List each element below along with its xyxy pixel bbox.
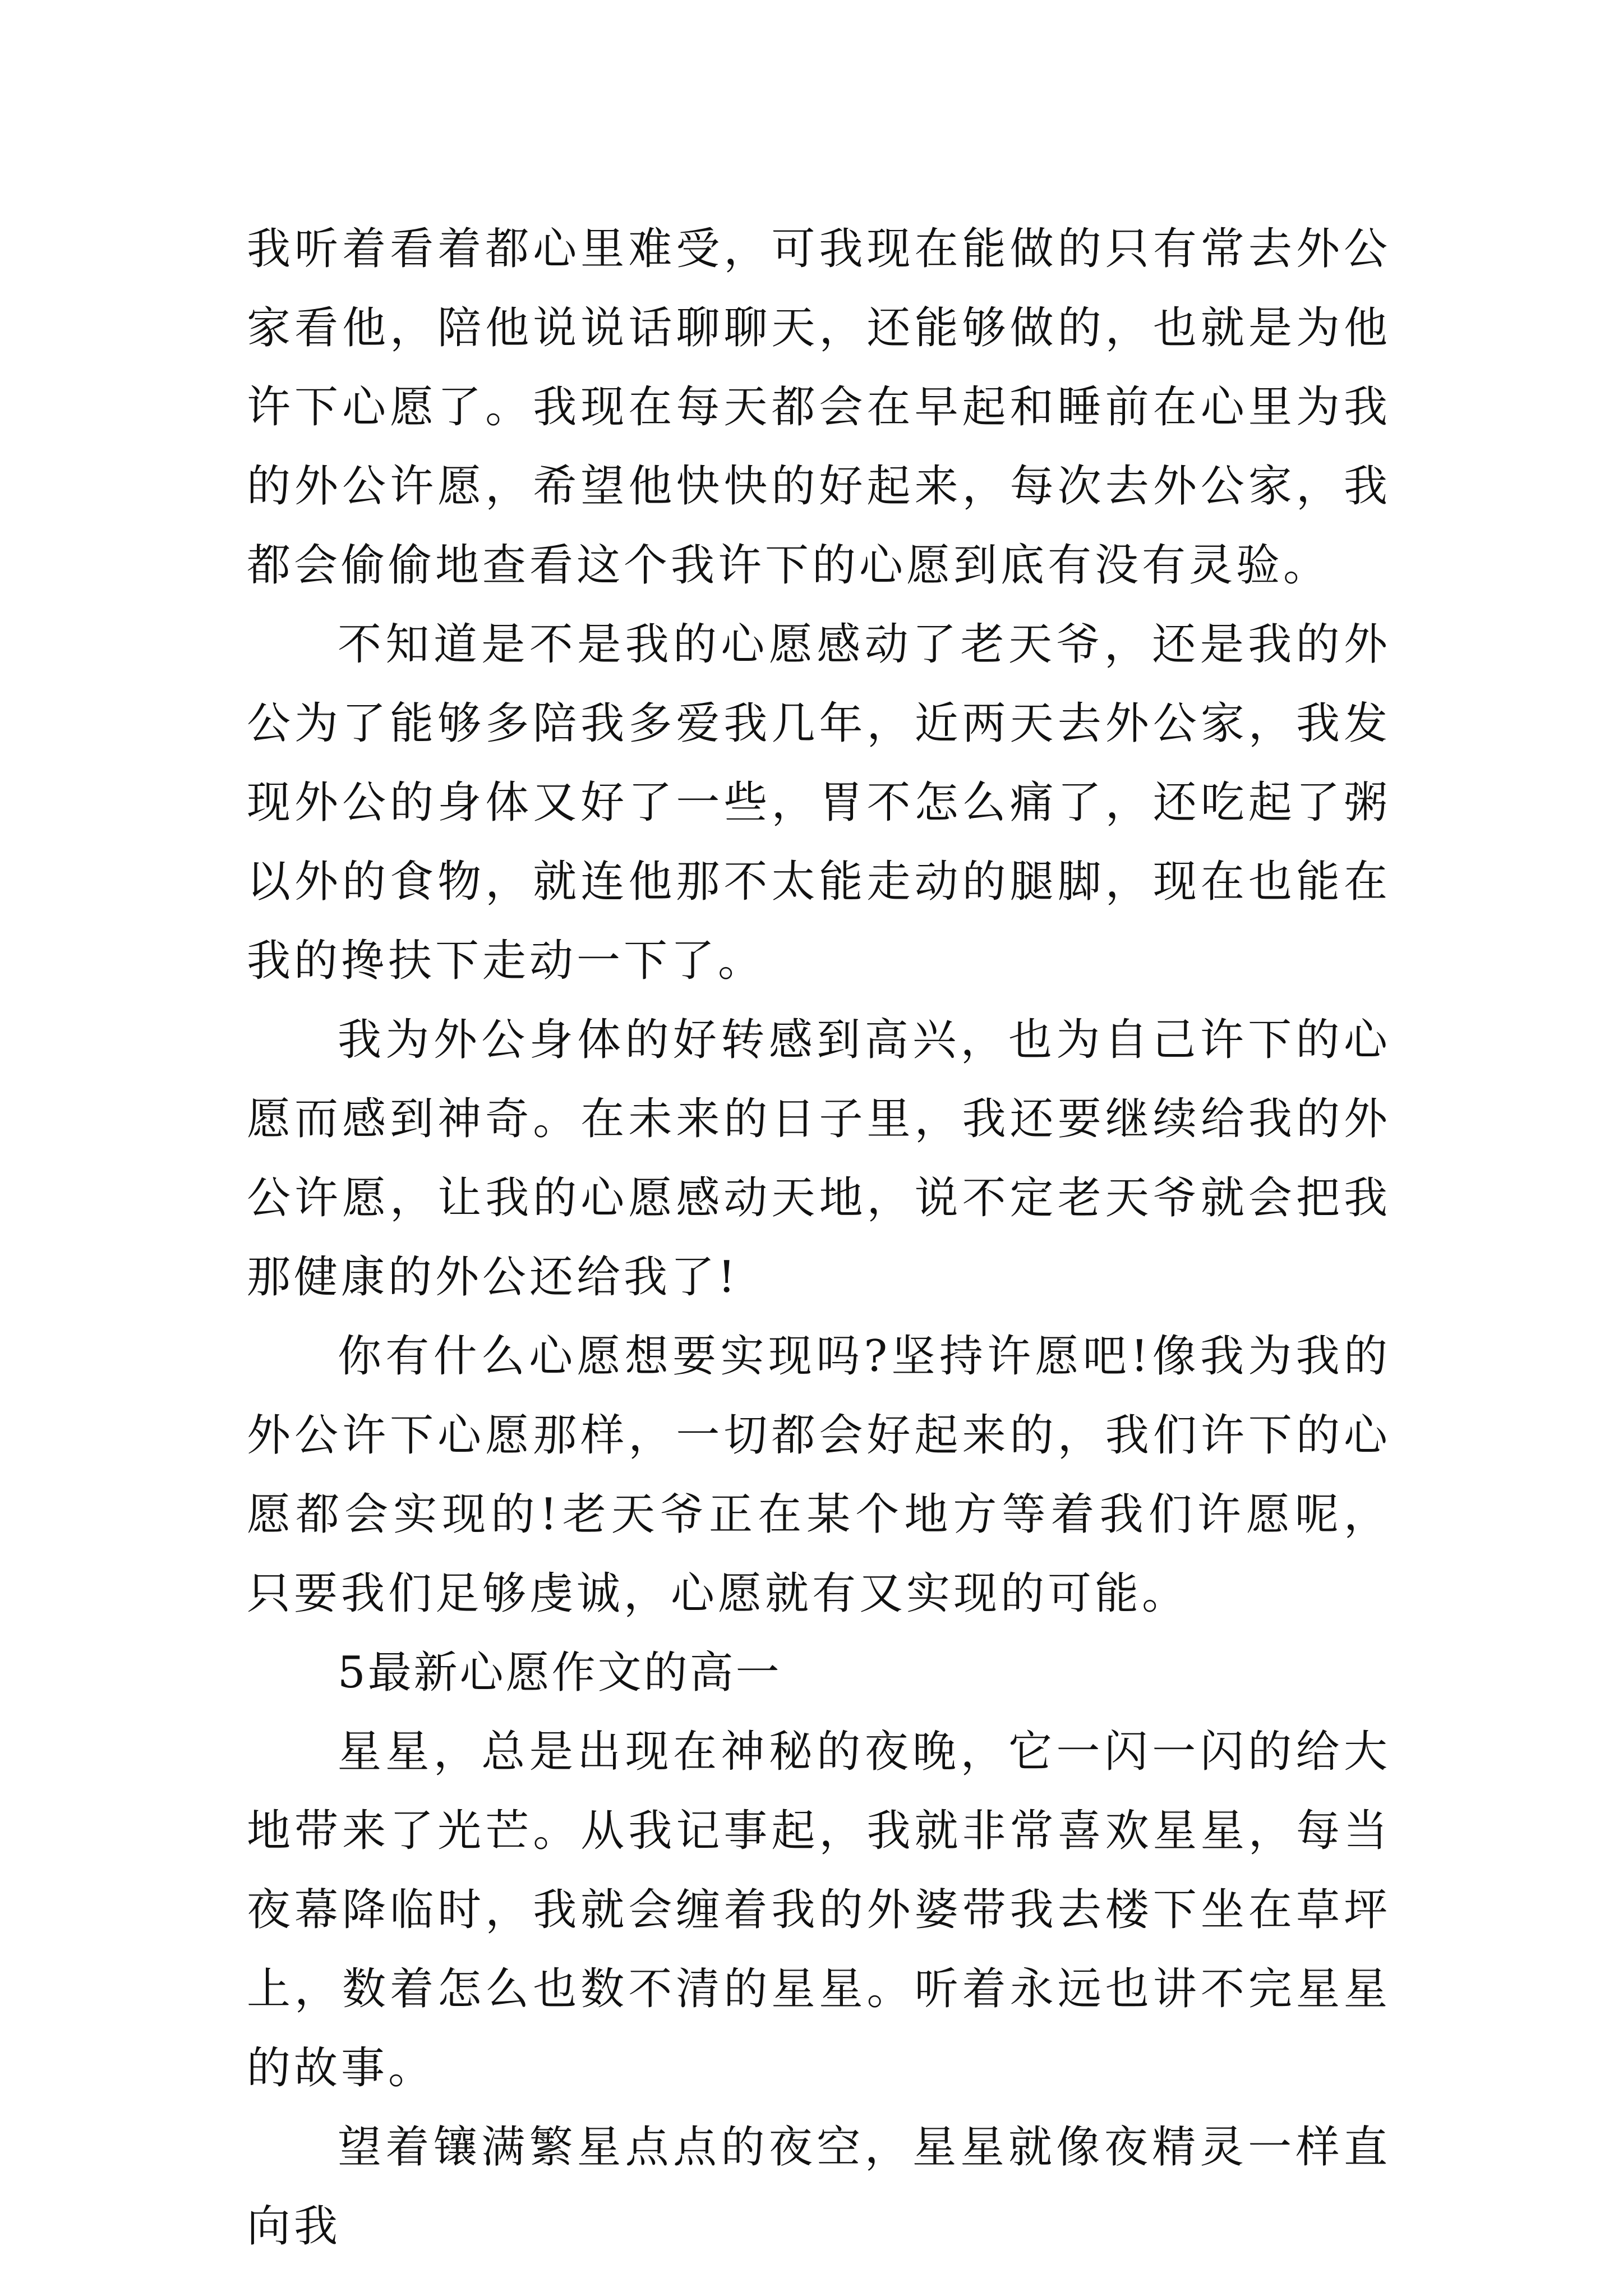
paragraph-3: 我为外公身体的好转感到高兴，也为自己许下的心愿而感到神奇。在未来的日子里，我还要继续给我的外公许愿，让我的心愿感动天地，说不定老天爷就会把我那健康的外公还给我了! xyxy=(247,1015,1391,1303)
document-body xyxy=(247,210,1391,2266)
paragraph-5: 星星，总是出现在神秘的夜晚，它一闪一闪的给大地带来了光芒。从我记事起，我就非常喜欢星星，每当夜幕降临时，我就会缠着我的外婆带我去楼下坐在草坪上，数着怎么也数不清的星星。听着永远也讲不完星星的故事。 xyxy=(247,1727,1391,2093)
paragraph-2: 不知道是不是我的心愿感动了老天爷，还是我的外公为了能够多陪我多爱我几年，近两天去外公家，我发现外公的身体又好了一些，胃不怎么痛了，还吃起了粥以外的食物，就连他那不太能走动的腿脚，现在也能在我的搀扶下走动一下了。 xyxy=(247,619,1391,986)
paragraph-1: 我听着看着都心里难受，可我现在能做的只有常去外公家看他，陪他说说话聊聊天，还能够做的，也就是为他许下心愿了。我现在每天都会在早起和睡前在心里为我的外公许愿，希望他快快的好起来，每次去外公家，我都会偷偷地查看这个我许下的心愿到底有没有灵验。 xyxy=(247,224,1391,591)
paragraph-6: 望着镶满繁星点点的夜空，星星就像夜精灵一样直向我 xyxy=(247,2122,1391,2252)
paragraph-4: 你有什么心愿想要实现吗?坚持许愿吧!像我为我的外公许下心愿那样，一切都会好起来的，我们许下的心愿都会实现的!老天爷正在某个地方等着我们许愿呢，只要我们足够虔诚，心愿就有又实现的可能。 xyxy=(247,1331,1391,1619)
section-heading: 5最新心愿作文的高一 xyxy=(338,1648,782,1698)
